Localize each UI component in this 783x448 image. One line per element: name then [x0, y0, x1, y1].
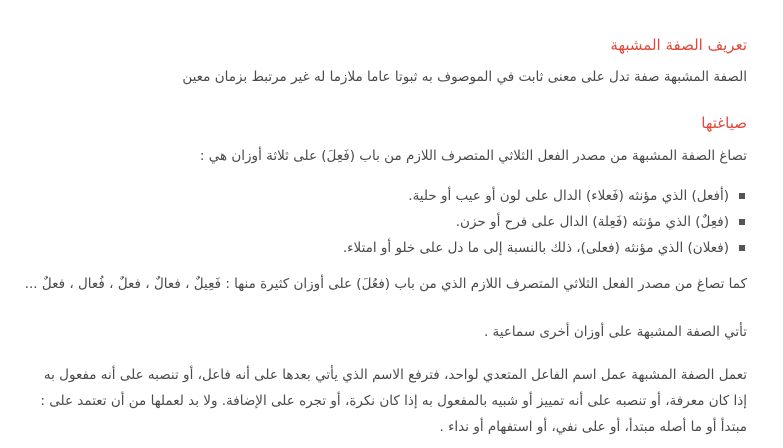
list-item	[343, 209, 747, 235]
other-forms-text: كما تصاغ من مصدر الفعل الثلاثي المتصرف اللازم الذي من باب (فعُلَ) على أوزان كثيرة منها : فَعِيلٌ ، فعالٌ ، فعلٌ ، فُعال ، فعلٌ ...	[24, 276, 747, 292]
bullet-icon	[739, 219, 745, 225]
definition-heading: تعريف الصفة المشبهة	[610, 36, 747, 54]
formation-heading: صياغتها	[701, 114, 747, 132]
list-item	[343, 235, 747, 261]
list-item	[343, 183, 747, 209]
bullet-icon	[739, 245, 745, 251]
list-item-text: (أفعل) الذي مؤنثه (فَعلاء) الدال على لون أو عيب أو حلية.	[408, 188, 729, 204]
usage-paragraph: تعمل الصفة المشبهة عمل اسم الفاعل المتعدي لواحد، فترفع الاسم الذي يأتي بعدها على أنه فاعل، أو تنصبه على أنه مفعول به إذا كان معرفة، أو تنصبه على أنه تمييز أو شبيه بالمفعول به إذا كان نكرة، أو تجره على الإضافة. ولا بد لعملها من أن تعتمد على : مبتدأ أو ما أصله مبتدأ، أو على نفي، أو استفهام أو نداء .	[40, 367, 747, 435]
definition-text: الصفة المشبهة صفة تدل على معنى ثابت في الموصوف به ثبوتا عاما ملازما له غير مرتبط بزمان معين	[182, 69, 747, 85]
formation-intro: تصاغ الصفة المشبهة من مصدر الفعل الثلاثي المتصرف اللازم من باب (فَعِلَ) على ثلاثة أوزان هي :	[199, 148, 747, 164]
list-item-text: (فعلان) الذي مؤنثه (فعلى)، ذلك بالنسبة إلى ما دل على خلو أو امتلاء.	[342, 240, 729, 256]
other-forms-text-2: تأتي الصفة المشبهة على أوزان أخرى سماعية .	[483, 324, 747, 340]
bullet-icon	[739, 193, 745, 199]
list-item-text: (فعِلٌ) الذي مؤنثه (فَعِلة) الدال على فرح أو حزن.	[455, 214, 729, 230]
formation-list	[343, 183, 747, 261]
